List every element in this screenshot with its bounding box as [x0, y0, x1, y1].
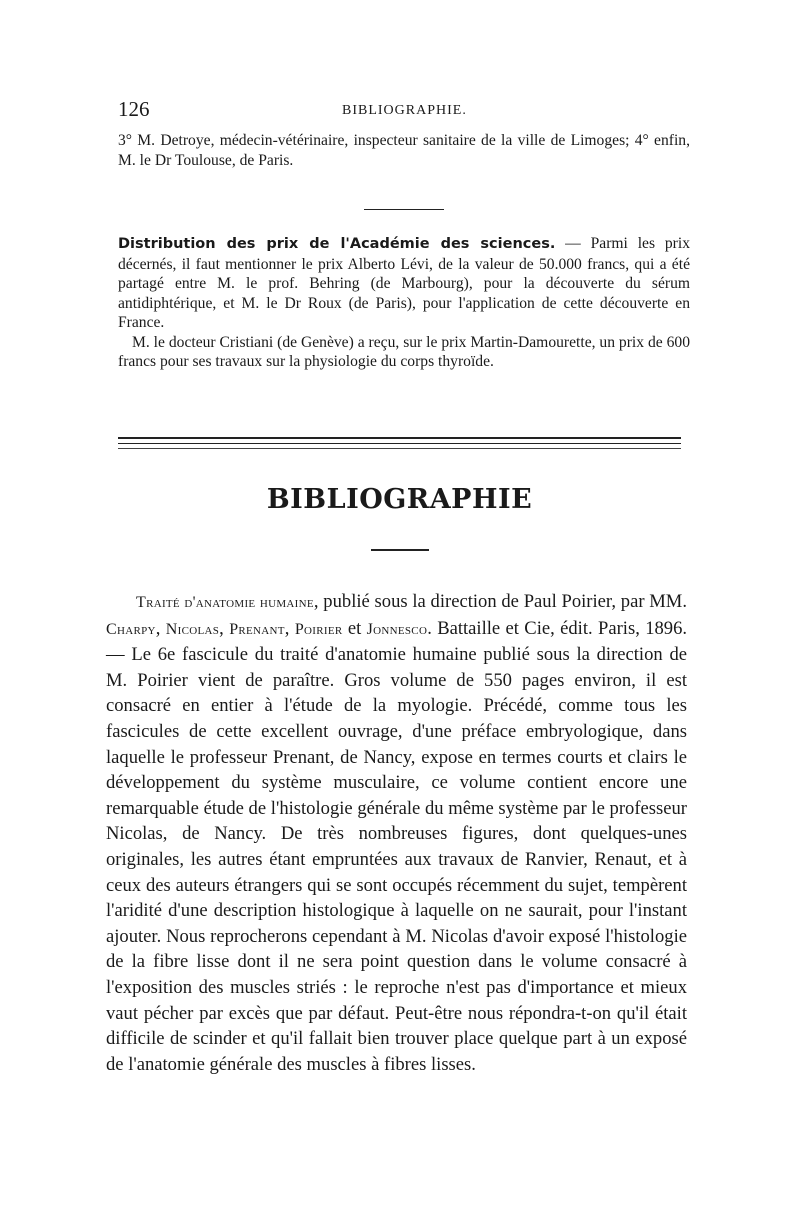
- prix-section: [118, 234, 690, 372]
- section-divider: [118, 437, 681, 451]
- section-title: BIBLIOGRAPHIE: [266, 484, 533, 515]
- author-separator: ,: [155, 617, 166, 639]
- divider-line-3: [118, 448, 681, 449]
- prix-heading: Distribution des prix de l'Académie des sciences.: [118, 236, 556, 252]
- author-name: Prenant: [229, 620, 285, 638]
- author-separator: ,: [284, 617, 295, 639]
- intro-paragraph: [118, 131, 690, 170]
- review-text-1: , publié sous la direction de Paul Poirier, par MM.: [313, 591, 687, 612]
- divider-line-1: [118, 437, 681, 439]
- prix-paragraph-2: M. le docteur Cristiani (de Genève) a reçu, sur le prix Martin-Damourette, un prix de 600 francs pour ses travaux sur la physiologie du corps thyroïde.: [118, 333, 690, 370]
- prix-paragraph-1: [118, 234, 690, 333]
- page-number: 126: [118, 97, 150, 121]
- title-underline: [371, 549, 429, 551]
- running-head: [118, 97, 683, 127]
- intro-paragraph-text: 3° M. Detroye, médecin-vétérinaire, inspecteur sanitaire de la ville de Limoges; 4° enfin, M. le Dr Toulouse, de Paris.: [118, 132, 690, 169]
- author-name: Charpy: [106, 620, 156, 638]
- author-name: Jonnesco: [366, 620, 428, 638]
- review-body: . Battaille et Cie, édit. Paris, 1896. — Le 6e fascicule du traité d'anatomie humaine publié sous la direction de M. Poirier vient de paraître. Gros volume de 550 pages environ, il est consacré en entier à l'étude de la myologie. Précédé, comme tous les fascicules de cette excellent ouvrage, d'une préface embryologique, dans laquelle le professeur Prenant, de Nancy, expose en termes courts et clairs le développement du système musculaire, ce volume contient encore une remarquable étude de l'histologie générale du même système par le professeur Nicolas, de Nancy. De très nombreuses figures, dont quelques-unes originales, les autres étant empruntées aux travaux de Ranvier, Renaut, et à ceux des auteurs étrangers qui se sont occupés récemment du sujet, tempèrent l'aridité d'une description histologique à laquelle on ne saurait, pour l'instant ajouter. Nous reprocherons cependant à M. Nicolas d'avoir exposé l'histologie de la fibre lisse dont il ne sera point question dans le volume consacré à l'exposition des muscles striés : le reproche n'est pas d'importance et mieux vaut pécher par excès que par défaut. Peut-être nous répondra-t-on qu'il était difficile de scinder et qu'il fallait bien trouver place quelque part à un exposé de l'anatomie générale des muscles à fibres lisses.: [106, 617, 688, 1075]
- author-name: Poirier: [294, 620, 343, 638]
- author-name: Nicolas: [165, 620, 220, 638]
- author-separator: ,: [219, 617, 230, 639]
- running-title: BIBLIOGRAPHIE.: [342, 103, 467, 118]
- book-title: Traité d'anatomie humaine: [136, 594, 314, 611]
- divider-line-2: [118, 443, 681, 444]
- prix-text-1: — Parmi les prix décernés, il faut mentionner le prix Alberto Lévi, de la valeur de 50.000 francs, qui a été partagé entre M. le prof. Behring (de Marbourg), pour la découverte du sérum antidiphtérique, et M. le Dr Roux (de Paris), pour l'application de cette découverte en France.: [118, 235, 690, 331]
- review-paragraph: [106, 589, 687, 1077]
- separator-rule: [364, 209, 444, 210]
- author-separator: et: [342, 617, 367, 639]
